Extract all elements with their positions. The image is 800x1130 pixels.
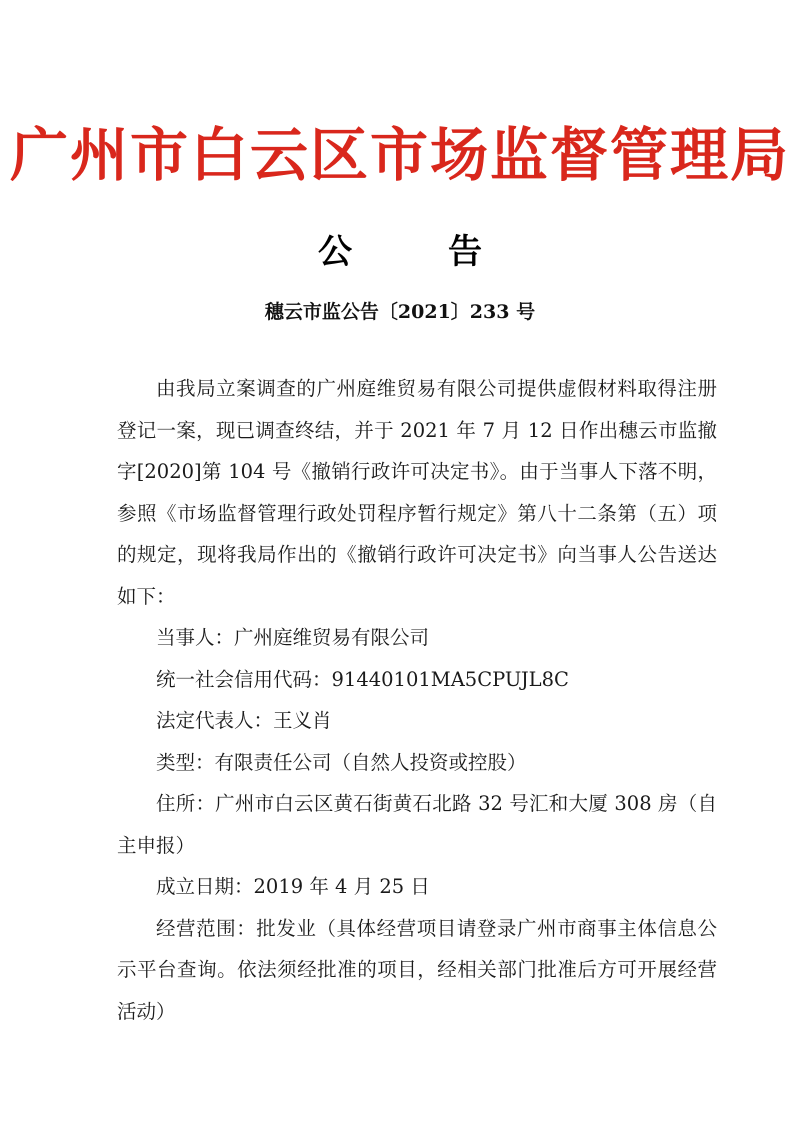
intro-paragraph: 由我局立案调查的广州庭维贸易有限公司提供虚假材料取得注册登记一案，现已调查终结，并于 2021 年 7 月 12 日作出穗云市监撤字[2020]第 104 号《撤销行政许可决定书》。由于当事人下落不明，参照《市场监督管理行政处罚程序暂行规定》第八十二条第（五）项的规定，现将我局作出的《撤销行政许可决定书》向当事人公告送达如下：	[117, 377, 717, 608]
party-field: 当事人：广州庭维贸易有限公司	[156, 626, 430, 649]
notice-title-char-1: 公	[318, 232, 352, 272]
notice-body	[117, 368, 717, 1032]
organization-title: 广州市白云区市场监督管理局	[9, 121, 790, 189]
business-scope-field: 经营范围：批发业（具体经营项目请登录广州市商事主体信息公示平台查询。依法须经批准的项目，经相关部门批准后方可开展经营活动）	[117, 916, 717, 1023]
address-field: 住所：广州市白云区黄石街黄石北路 32 号汇和大厦 308 房（自主申报）	[117, 792, 717, 857]
document-number: 穗云市监公告〔2021〕233 号	[264, 301, 536, 323]
established-date-field: 成立日期：2019 年 4 月 25 日	[156, 875, 430, 898]
legal-representative-field: 法定代表人：王义肖	[156, 709, 332, 732]
notice-title-char-2: 告	[448, 232, 482, 272]
company-type-field: 类型：有限责任公司（自然人投资或控股）	[156, 750, 527, 774]
credit-code-field: 统一社会信用代码：91440101MA5CPUJL8C	[156, 667, 569, 691]
notice-title	[0, 224, 800, 273]
